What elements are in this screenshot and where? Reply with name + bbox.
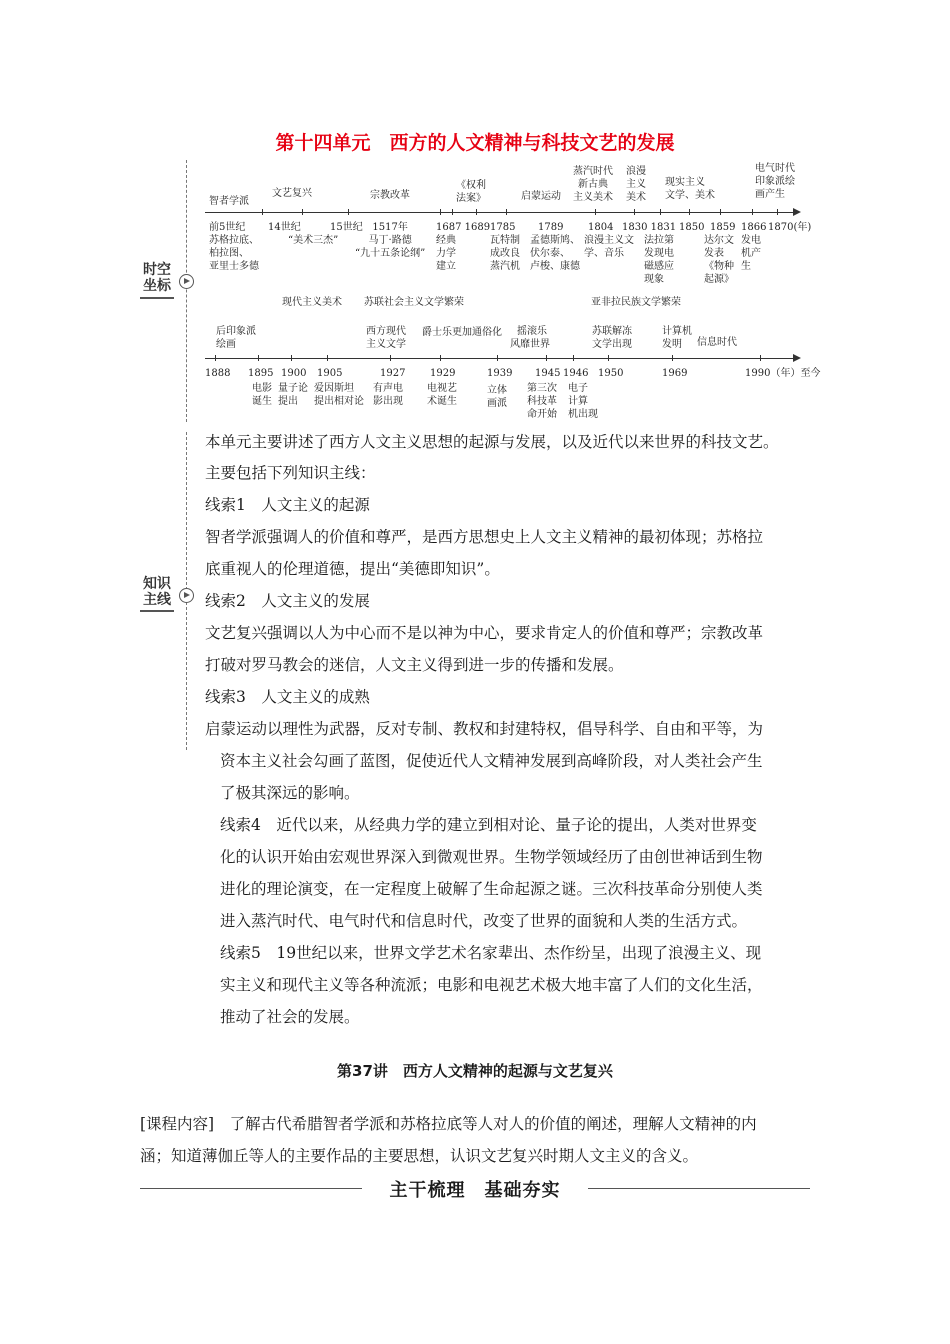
clue-text: 推动了社会的发展。 xyxy=(220,1008,360,1026)
timeline-event-label: 有声电 影出现 xyxy=(373,383,403,407)
timeline-event-label: 电气时代 印象派绘 画产生 xyxy=(755,163,795,200)
clue-text: 底重视人的伦理道德，提出“美德即知识”。 xyxy=(205,560,500,578)
banner-divider-right xyxy=(588,1188,810,1189)
clue-text: 进化的理论演变，在一定程度上破解了生命起源之谜。三次科技革命分别使人类 xyxy=(220,880,763,898)
clue-text: 实主义和现代主义等各种流派；电影和电视艺术极大地丰富了人们的文化生活， xyxy=(220,976,763,994)
timeline-event-label: 启蒙运动 xyxy=(521,191,561,202)
clue-text: 化的认识开始由宏观世界深入到微观世界。生物学领域经历了由创世神话到生物 xyxy=(220,848,763,866)
timeline-year: 1927 xyxy=(380,368,406,379)
timeline-event-label: 1870(年) xyxy=(768,222,812,233)
unit-title: 第十四单元 西方的人文精神与科技文艺的发展 xyxy=(275,132,675,154)
timeline-event-label: 信息时代 xyxy=(697,337,737,348)
timeline-event-label: 1687 1689 经典 力学 建立 xyxy=(436,222,491,272)
timeline-event-label: 电视艺 术诞生 xyxy=(427,383,457,407)
lecture-title: 第37讲 西方人文精神的起源与文艺复兴 xyxy=(337,1062,613,1080)
clue-heading: 线索1 人文主义的起源 xyxy=(205,496,370,514)
timeline-event-label: 浪漫 主义 美术 xyxy=(626,166,646,203)
clue-text: 智者学派强调人的价值和尊严，是西方思想史上人文主义精神的最初体现；苏格拉 xyxy=(205,528,764,546)
timeline-year: 1895 xyxy=(248,368,274,379)
timeline-label-underline xyxy=(140,297,174,299)
clue-text: 了极其深远的影响。 xyxy=(220,784,360,802)
play-arrow-icon xyxy=(179,274,194,289)
timeline-year: 1900 xyxy=(281,368,307,379)
timeline-arrow xyxy=(793,354,801,362)
timeline-event-label: 立体 画派 xyxy=(487,385,507,409)
timeline-event-label: 1789 孟德斯鸠、 伏尔泰、 卢梭、康德 xyxy=(530,222,580,272)
timeline-event-label: 1859 达尔文 发表 《物种 起源》 xyxy=(704,222,736,285)
timeline-event-label: 量子论 提出 xyxy=(278,383,308,407)
timeline-year: 1929 xyxy=(430,368,456,379)
timeline-event-label: 前5世纪 苏格拉底、 柏拉图、 亚里士多德 xyxy=(209,222,259,272)
timeline-era-label: 亚非拉民族文学繁荣 xyxy=(591,297,681,308)
course-content: [课程内容] 了解古代希腊智者学派和苏格拉底等人对人的价值的阐述，理解人文精神的内 xyxy=(140,1115,757,1133)
timeline-event-label: 摇滚乐 风靡世界 xyxy=(510,326,550,350)
timeline-era-label: 苏联社会主义文学繁荣 xyxy=(364,297,464,308)
course-content: 涵；知道薄伽丘等人的主要作品的主要思想，认识文艺复兴时期人文主义的含义。 xyxy=(140,1147,699,1165)
clue-heading: 线索2 人文主义的发展 xyxy=(205,592,370,610)
knowledge-section-label: 知识 主线 xyxy=(143,576,171,608)
timeline-era-label: 现代主义美术 xyxy=(282,297,342,308)
timeline-axis xyxy=(205,358,795,359)
timeline-year: 1969 xyxy=(662,368,688,379)
timeline-event-label: 1866 发电 机产 生 xyxy=(741,222,767,272)
timeline-event-label: 蒸汽时代 新古典 主义美术 xyxy=(573,166,613,203)
clue-text: 文艺复兴强调以人为中心而不是以神为中心，要求肯定人的价值和尊严；宗教改革 xyxy=(205,624,764,642)
timeline-axis xyxy=(205,212,795,213)
timeline-event-label: 1785 瓦特制 成改良 蒸汽机 xyxy=(490,222,520,272)
clue-text: 进入蒸汽时代、电气时代和信息时代，改变了世界的面貌和人类的生活方式。 xyxy=(220,912,748,930)
intro-paragraph: 主要包括下列知识主线： xyxy=(205,464,376,482)
knowledge-label-underline xyxy=(140,610,174,612)
timeline-event-label: 电子 计算 机出现 xyxy=(568,383,598,420)
timeline-event-label: 1517年 马丁·路德 “九十五条论纲” xyxy=(355,222,426,259)
timeline-event-label: 15世纪 “美术三杰” xyxy=(288,222,363,246)
timeline-event-label: 1804 浪漫主义文 学、音乐 xyxy=(584,222,634,259)
timeline-year: 1939 xyxy=(487,368,513,379)
timeline-year: 1946 xyxy=(563,368,589,379)
timeline-event-label: 后印象派 绘画 xyxy=(216,326,256,350)
timeline-year: 1945 xyxy=(535,368,561,379)
clue-text: 启蒙运动以理性为武器，反对专制、教权和封建特权，倡导科学、自由和平等，为 xyxy=(205,720,764,738)
timeline-event-label: 计算机 发明 xyxy=(662,326,692,350)
timeline-event-label: 苏联解冻 文学出现 xyxy=(592,326,632,350)
timeline-event-label: 现实主义 文学、美术 xyxy=(665,177,715,201)
timeline-event-label: 宗教改革 xyxy=(370,190,410,201)
clue-text: 线索5 19世纪以来，世界文学艺术名家辈出、杰作纷呈，出现了浪漫主义、现 xyxy=(220,944,762,962)
timeline-event-label: 1830 1831 法拉第 发现电 磁感应 现象 xyxy=(622,222,677,285)
clue-text: 打破对罗马教会的迷信，人文主义得到进一步的传播和发展。 xyxy=(205,656,624,674)
play-arrow-icon xyxy=(179,588,194,603)
timeline-event-label: 智者学派 xyxy=(209,196,249,207)
timeline-event-label: 爵士乐更加通俗化 xyxy=(422,327,502,338)
clue-heading: 线索3 人文主义的成熟 xyxy=(205,688,370,706)
timeline-event-label: 文艺复兴 xyxy=(272,188,312,199)
timeline-arrow xyxy=(793,208,801,216)
timeline-section-label: 时空 坐标 xyxy=(143,262,171,294)
banner-divider-left xyxy=(140,1188,362,1189)
clue-text: 线索4 近代以来，从经典力学的建立到相对论、量子论的提出，人类对世界变 xyxy=(220,816,757,834)
section-banner: 主干梳理 基础夯实 xyxy=(389,1180,561,1201)
timeline-year: 1888 xyxy=(205,368,231,379)
timeline-event-label: 《权利 法案》 xyxy=(456,180,486,204)
timeline-year: 1905 xyxy=(317,368,343,379)
timeline-event-label: 西方现代 主义文学 xyxy=(366,326,406,350)
timeline-event-label: 电影 诞生 xyxy=(252,383,272,407)
sidebar-dashed-line-top xyxy=(186,160,187,422)
timeline-event-label: 1850 xyxy=(679,222,705,233)
intro-paragraph: 本单元主要讲述了西方人文主义思想的起源与发展，以及近代以来世界的科技文艺。 xyxy=(205,433,779,451)
timeline-event-label: 爱因斯坦 提出相对论 xyxy=(314,383,364,407)
timeline-event-label: 14世纪 xyxy=(268,222,301,233)
clue-text: 资本主义社会勾画了蓝图，促使近代人文精神发展到高峰阶段，对人类社会产生 xyxy=(220,752,763,770)
timeline-event-label: 第三次 科技革 命开始 xyxy=(527,383,557,420)
timeline-year: 1990（年）至今 xyxy=(745,368,821,379)
timeline-year: 1950 xyxy=(598,368,624,379)
